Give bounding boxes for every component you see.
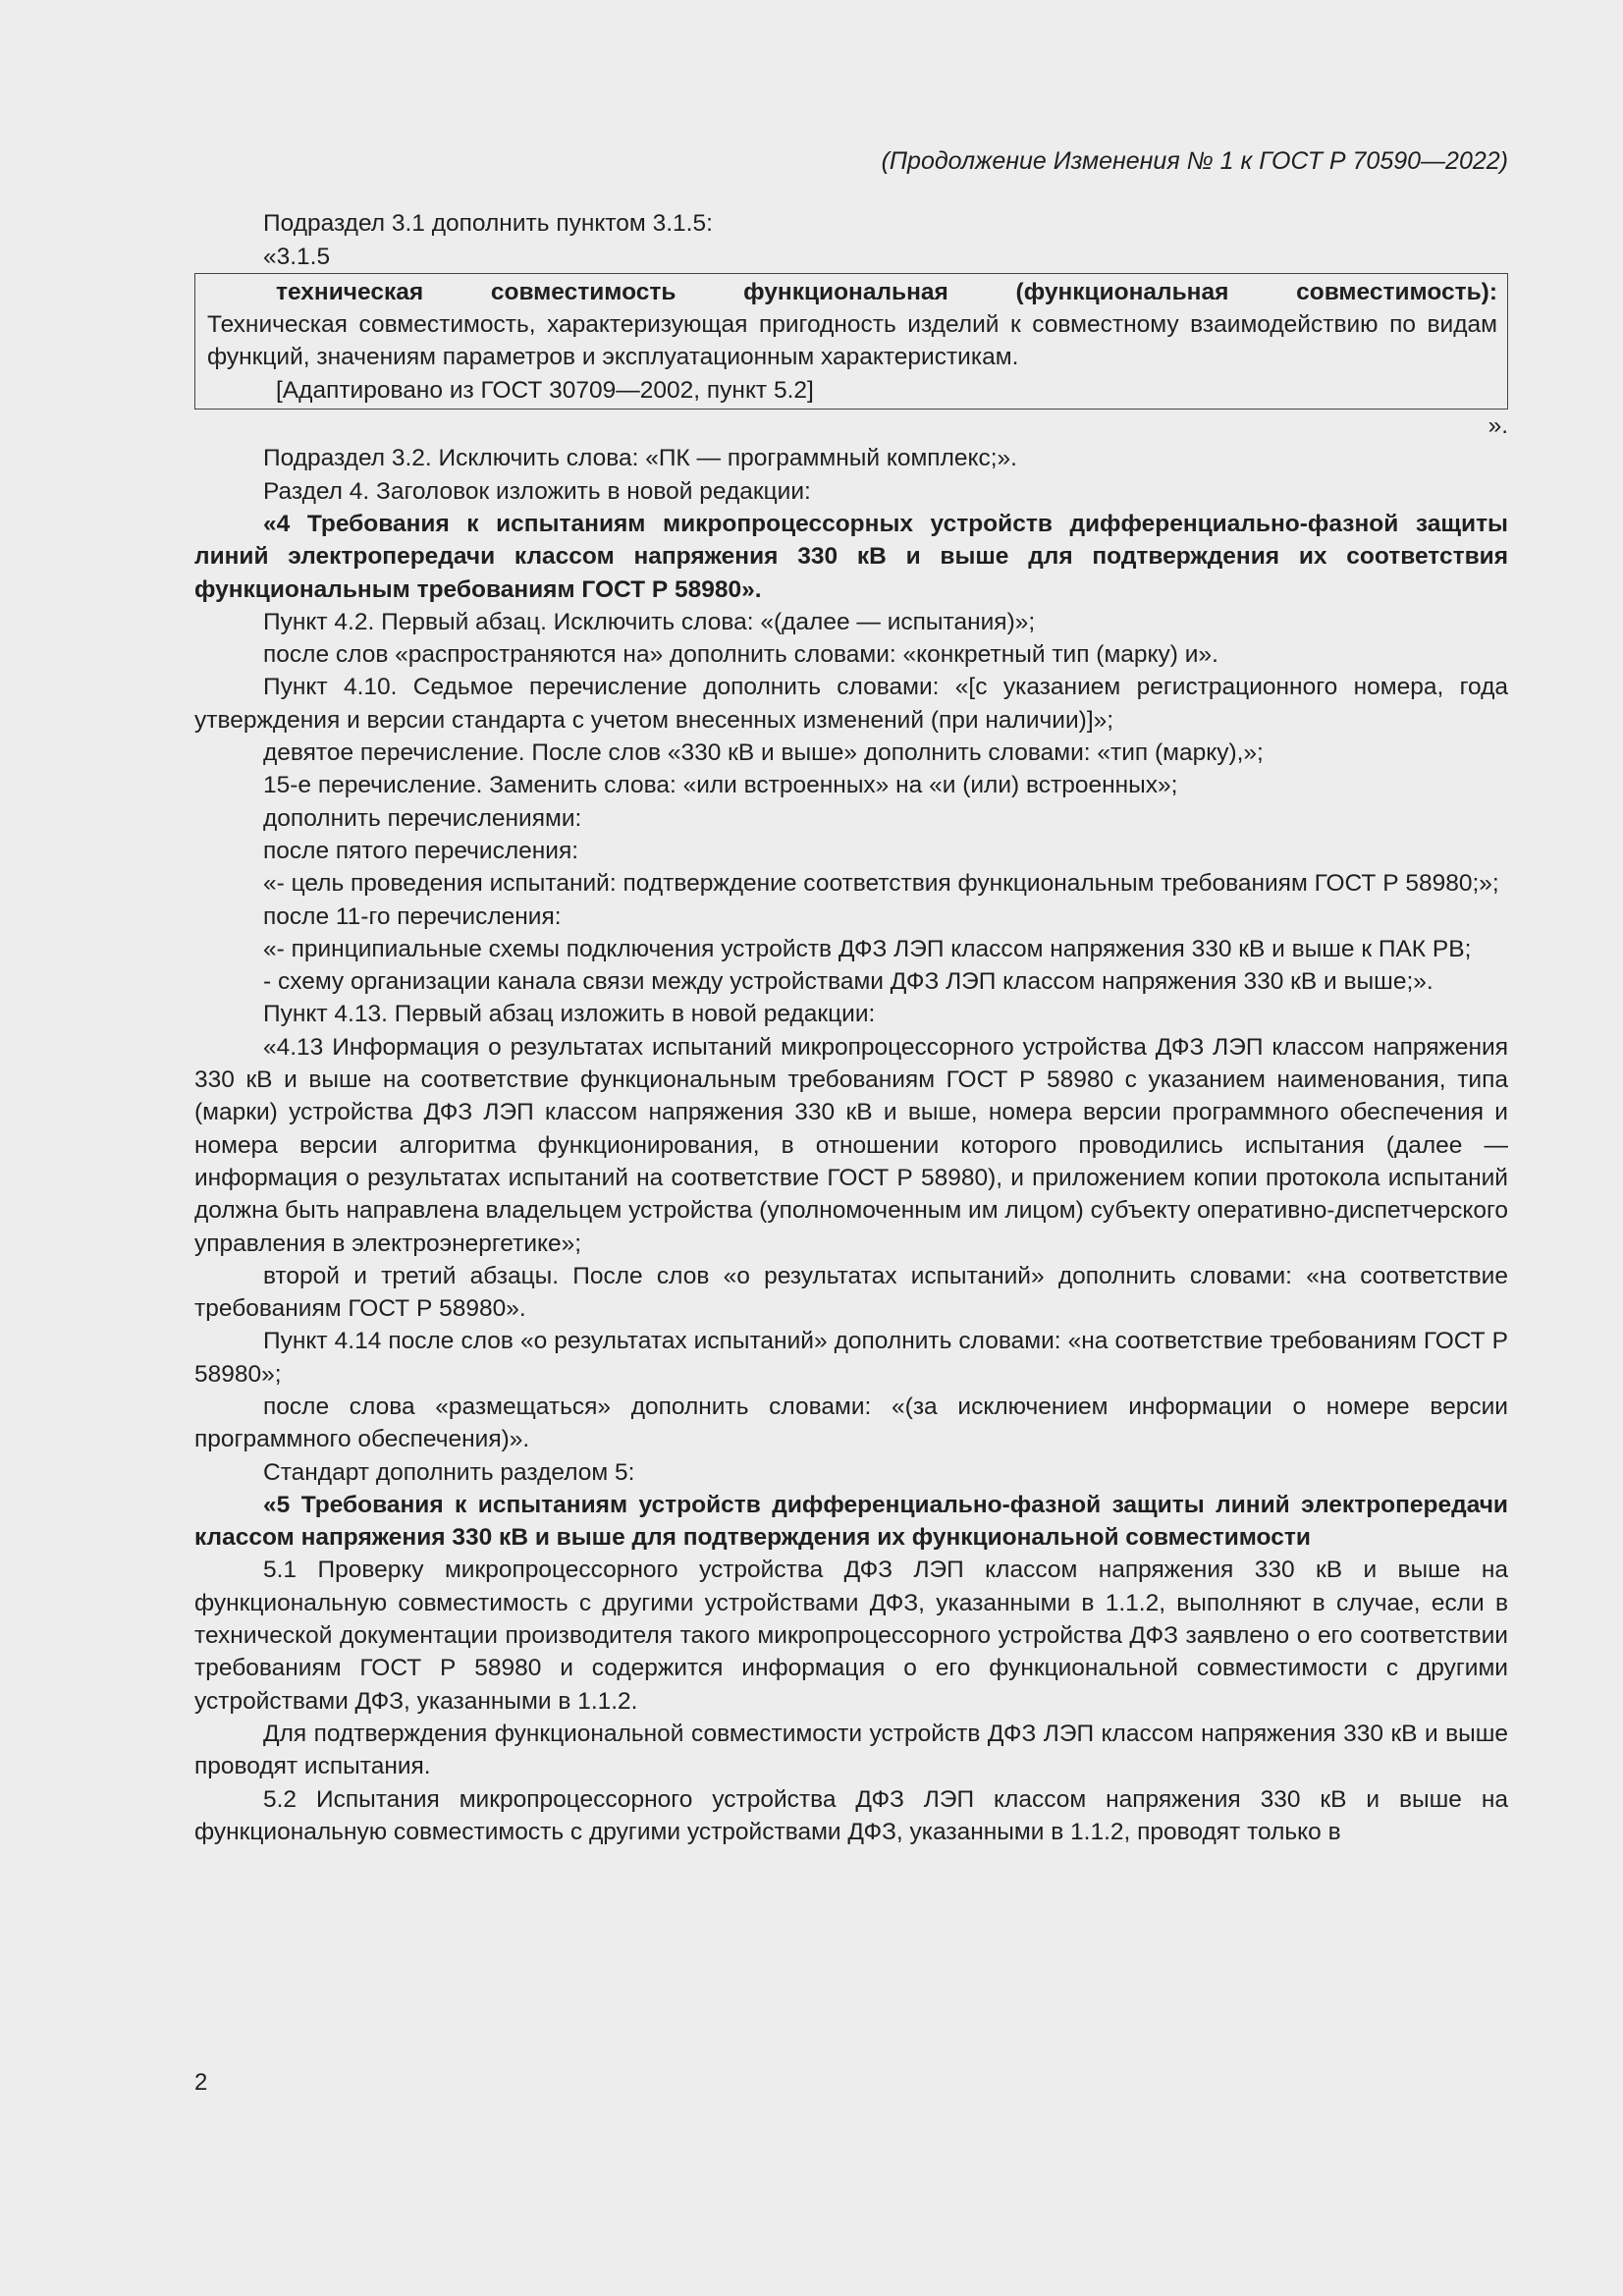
intro-line-2: «3.1.5 [263,243,331,270]
paragraph: второй и третий абзацы. После слов «о результатах испытаний» дополнить словами: «на соответствие требованиям ГОСТ Р 58980». [194,1262,1508,1323]
intro-line-1: Подраздел 3.1 дополнить пунктом 3.1.5: [263,210,713,238]
paragraph: Раздел 4. Заголовок изложить в новой редакции: [263,477,811,505]
definition-text: Техническая совместимость, характеризующая пригодность изделий к совместному взаимодействию по видам функций, значениям параметров и эксплуатационным характеристикам. [207,311,1497,371]
body-text [194,442,1508,1848]
paragraph: Подраздел 3.2. Исключить слова: «ПК — программный комплекс;». [263,445,1017,472]
paragraph: Для подтверждения функциональной совместимости устройств ДФЗ ЛЭП классом напряжения 330 кВ и выше проводят испытания. [194,1720,1508,1780]
paragraph: «4.13 Информация о результатах испытаний микропроцессорного устройства ДФЗ ЛЭП классом напряжения 330 кВ и выше на соответствие функциональным требованиям ГОСТ Р 58980 с указанием наименования, типа (марки) устройства ДФЗ ЛЭП классом напряжения 330 кВ и выше, номера версии программного обеспечения и номера версии алгоритма функционирования, в отношении которого проводились испытания (далее — информация о результатах испытаний на соответствие ГОСТ Р 58980), и приложением копии протокола испытаний должна быть направлена владельцем устройства (уполномоченным им лицом) субъекту оперативно-диспетчерского управления в электроэнергетике»; [194,1033,1508,1257]
paragraph: 15-е перечисление. Заменить слова: «или встроенных» на «и (или) встроенных»; [263,772,1178,799]
paragraph: - схему организации канала связи между устройствами ДФЗ ЛЭП классом напряжения 330 кВ и выше;». [263,968,1434,996]
paragraph: девятое перечисление. После слов «330 кВ и выше» дополнить словами: «тип (марку),»; [263,739,1264,767]
paragraph: 5.2 Испытания микропроцессорного устройства ДФЗ ЛЭП классом напряжения 330 кВ и выше на функциональную совместимость с другими устройствами ДФЗ, указанными в 1.1.2, проводят только в [194,1785,1508,1845]
definition-box [194,273,1508,410]
paragraph: Пункт 4.10. Седьмое перечисление дополнить словами: «[с указанием регистрационного номера, года утверждения и версии стандарта с учетом внесенных изменений (при наличии)]»; [194,674,1508,734]
paragraph: «4 Требования к испытаниям микропроцессорных устройств дифференциально-фазной защиты линий электропередачи классом напряжения 330 кВ и выше для подтверждения их соответствия функциональным требованиям ГОСТ Р 58980». [194,510,1508,603]
paragraph: после слова «размещаться» дополнить словами: «(за исключением информации о номере версии программного обеспечения)». [194,1393,1508,1453]
paragraph: «- принципиальные схемы подключения устройств ДФЗ ЛЭП классом напряжения 330 кВ и выше к ПАК РВ; [263,935,1472,962]
definition-term: техническая совместимость функциональная (функциональная совместимость): [276,278,1497,305]
definition-source: [Адаптировано из ГОСТ 30709—2002, пункт 5.2] [276,376,814,404]
paragraph: Пункт 4.14 после слов «о результатах испытаний» дополнить словами: «на соответствие требованиям ГОСТ Р 58980»; [194,1328,1508,1388]
paragraph: после слов «распространяются на» дополнить словами: «конкретный тип (марку) и». [263,641,1218,669]
paragraph: «- цель проведения испытаний: подтверждение соответствия функциональным требованиям ГОСТ Р 58980;»; [263,870,1499,898]
paragraph: Пункт 4.2. Первый абзац. Исключить слова: «(далее — испытания)»; [263,608,1036,635]
paragraph: 5.1 Проверку микропроцессорного устройства ДФЗ ЛЭП классом напряжения 330 кВ и выше на функциональную совместимость с другими устройствами ДФЗ, указанными в 1.1.2, выполняют в случае, если в технической документации производителя такого микропроцессорного устройства ДФЗ заявлено о его соответствии требованиям ГОСТ Р 58980 и содержится информация о его функциональной совместимости с другими устройствами ДФЗ, указанными в 1.1.2. [194,1557,1508,1715]
page-number: 2 [194,2069,208,2096]
paragraph: дополнить перечислениями: [263,804,582,832]
paragraph: после 11-го перечисления: [263,902,562,930]
paragraph: Стандарт дополнить разделом 5: [263,1458,635,1486]
document-page [194,145,1508,1848]
paragraph: «5 Требования к испытаниям устройств дифференциально-фазной защиты линий электропередачи классом напряжения 330 кВ и выше для подтверждения их функциональной совместимости [194,1491,1508,1552]
definition-closing-mark: ». [1488,412,1508,440]
paragraph: после пятого перечисления: [263,837,579,864]
running-header: (Продолжение Изменения № 1 к ГОСТ Р 70590—2022) [881,147,1508,175]
paragraph: Пункт 4.13. Первый абзац изложить в новой редакции: [263,1001,876,1028]
